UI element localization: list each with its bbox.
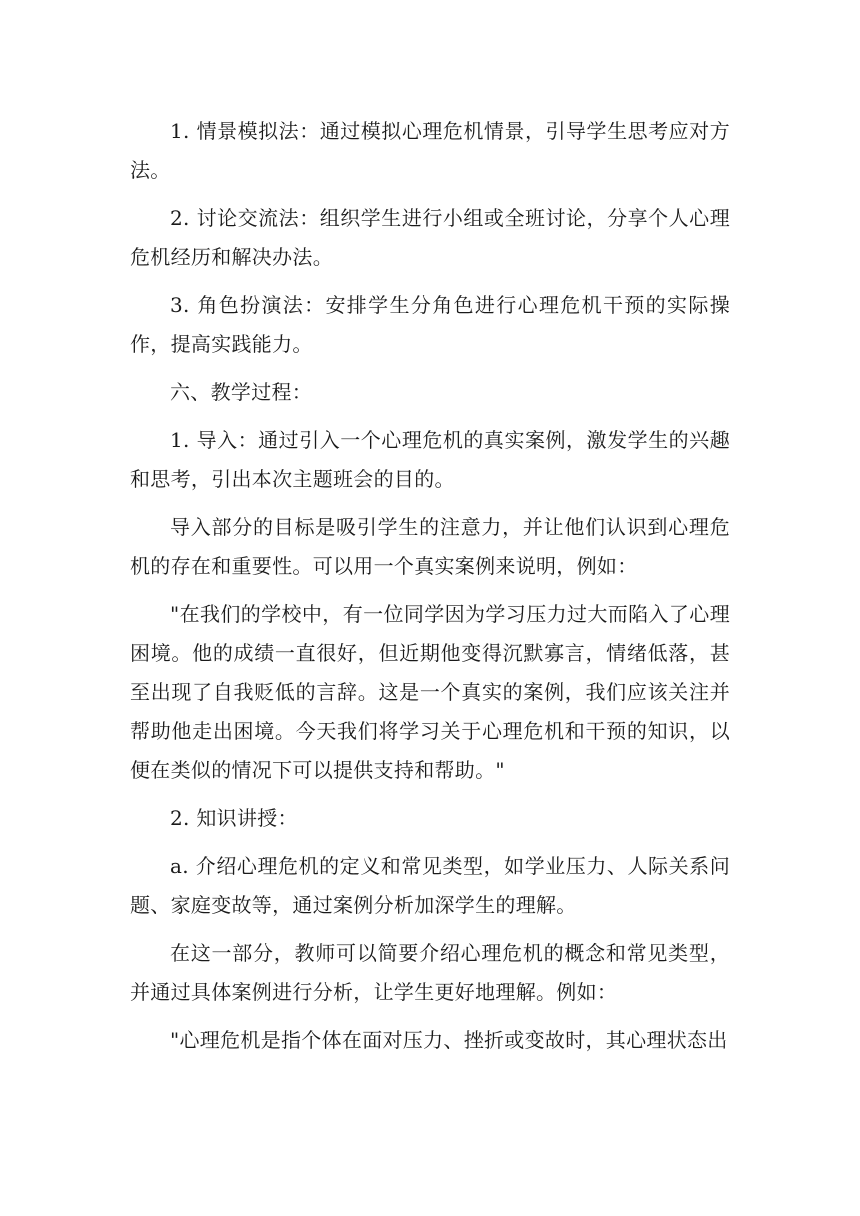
paragraph-case-quote: "在我们的学校中，有一位同学因为学习压力过大而陷入了心理困境。他的成绩一直很好，但近期他变得沉默寡言，情绪低落，甚至出现了自我贬低的言辞。这是一个真实的案例，我们应该关注并帮助他走出困境。今天我们将学习关于心理危机和干预的知识，以便在类似的情况下可以提供支持和帮助。" — [130, 602, 730, 782]
paragraph-introduction: 1. 导入：通过引入一个心理危机的真实案例，激发学生的兴趣和思考，引出本次主题班会的目的。 — [130, 428, 730, 491]
paragraph-crisis-types: a. 介绍心理危机的定义和常见类型，如学业压力、人际关系问题、家庭变故等，通过案例分析加深学生的理解。 — [130, 854, 730, 917]
paragraph-definition-quote: "心理危机是指个体在面对压力、挫折或变故时，其心理状态出 — [170, 1028, 728, 1052]
section-heading-teaching-process: 六、教学过程： — [170, 380, 313, 404]
paragraph-knowledge-teaching: 2. 知识讲授： — [170, 806, 298, 830]
paragraph-method-discussion: 2. 讨论交流法：组织学生进行小组或全班讨论，分享个人心理危机经历和解决办法。 — [130, 206, 730, 269]
document-body — [130, 112, 730, 1069]
paragraph-method-situational-simulation: 1. 情景模拟法：通过模拟心理危机情景，引导学生思考应对方法。 — [130, 119, 730, 182]
paragraph-teacher-guidance: 在这一部分，教师可以简要介绍心理危机的概念和常见类型，并通过具体案例进行分析，让学生更好地理解。例如： — [130, 941, 730, 1004]
paragraph-introduction-goal: 导入部分的目标是吸引学生的注意力，并让他们认识到心理危机的存在和重要性。可以用一个真实案例来说明，例如： — [130, 515, 730, 578]
paragraph-method-role-play: 3. 角色扮演法：安排学生分角色进行心理危机干预的实际操作，提高实践能力。 — [130, 293, 730, 356]
